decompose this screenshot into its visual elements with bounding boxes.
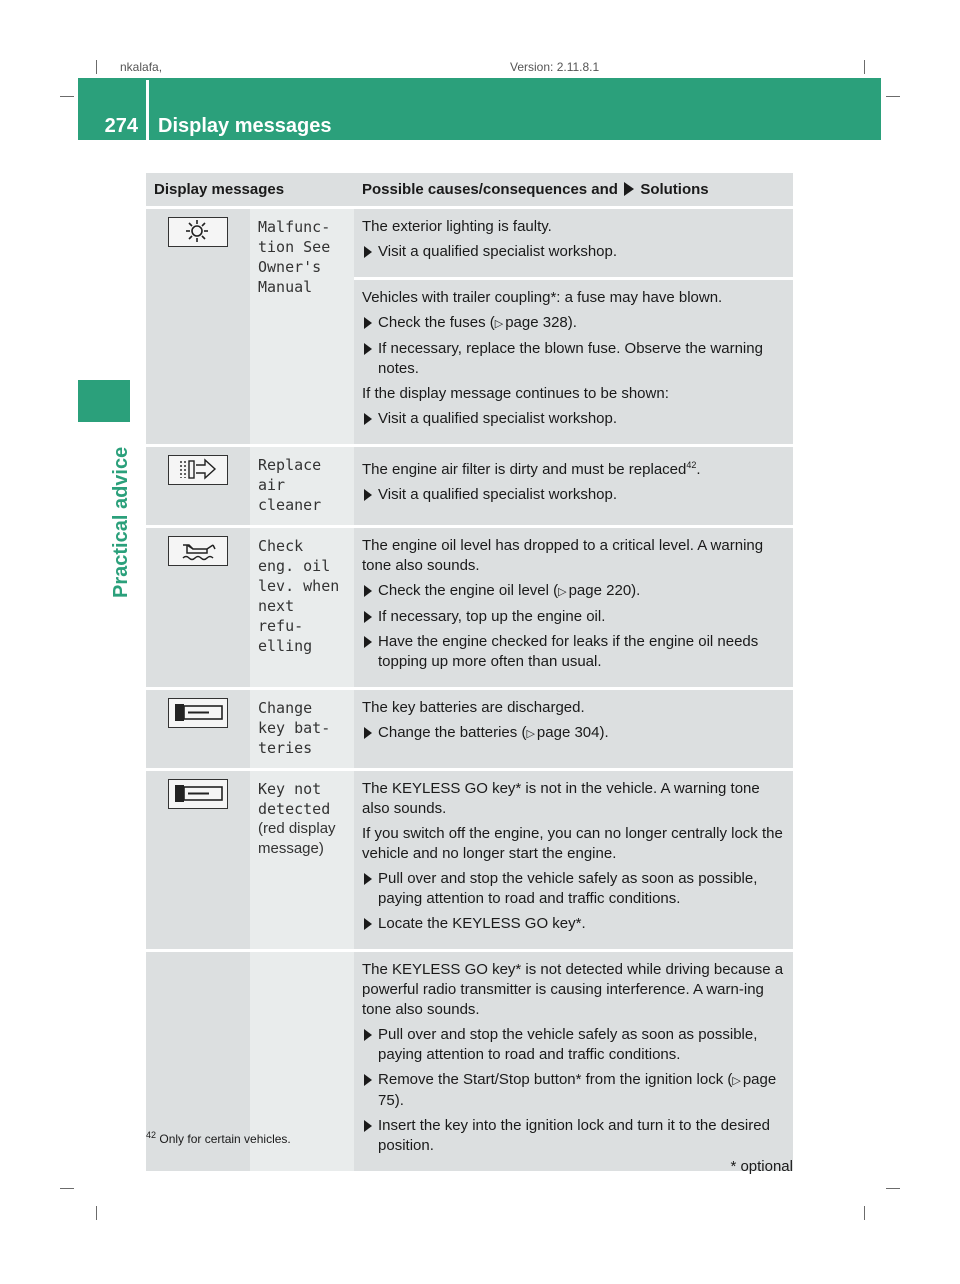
- cause-text: If you switch off the engine, you can no longer centrally lock the vehicle and no longer start the engine.: [362, 825, 783, 862]
- page-ref-link[interactable]: page 328).: [505, 314, 577, 331]
- message-line: Change: [258, 699, 313, 717]
- solution-step: Visit a qualified specialist workshop.: [362, 409, 785, 429]
- message-icon-cell: [146, 770, 250, 951]
- optional-note: * optional: [730, 1158, 793, 1175]
- message-line: Manual: [258, 278, 313, 296]
- page-number: 274: [104, 115, 138, 137]
- solution-step: Pull over and stop the vehicle safely as soon as possible, paying attention to road and traffic conditions.: [362, 1025, 785, 1065]
- display-messages-table: [146, 173, 793, 1171]
- cause-text: The key batteries are discharged.: [362, 699, 585, 716]
- message-line: eng. oil: [258, 557, 331, 575]
- message-icon-cell: [146, 446, 250, 527]
- solution-step: Insert the key into the ignition lock and turn it to the desired position.: [362, 1116, 785, 1156]
- message-line: key bat-: [258, 719, 331, 737]
- solution-step: Check the engine oil level (▷ page 220).: [362, 581, 785, 602]
- message-line: tion See: [258, 238, 331, 256]
- solution-step: If necessary, replace the blown fuse. Observe the warning notes.: [362, 339, 785, 379]
- exterior-light-icon: [168, 217, 228, 247]
- page-ref-link[interactable]: page 220).: [568, 582, 641, 599]
- message-line: detected: [258, 800, 331, 818]
- solution-step: Visit a qualified specialist workshop.: [362, 242, 785, 262]
- solution-step: Check the fuses (▷ page 328).: [362, 313, 785, 334]
- page-ref-link[interactable]: page 304).: [536, 724, 609, 741]
- message-text-cell: [250, 208, 354, 446]
- cause-text: The exterior lighting is faulty.: [362, 218, 552, 235]
- message-line: air: [258, 476, 286, 494]
- solution-cell: [354, 527, 793, 689]
- message-line: Check: [258, 537, 304, 555]
- solution-cell: [354, 446, 793, 527]
- page-ref-icon: ▷: [732, 1075, 741, 1087]
- message-line: Malfunc-: [258, 218, 331, 236]
- message-line: next refu-: [258, 597, 304, 635]
- cause-text: The KEYLESS GO key* is not detected while driving because a powerful radio transmitter is causing interference. A warn-ing tone also sounds.: [362, 961, 784, 1018]
- crop-mark: [60, 96, 74, 97]
- message-line: elling: [258, 637, 313, 655]
- cause-text: The KEYLESS GO key* is not in the vehicle. A warning tone also sounds.: [362, 780, 760, 817]
- crop-mark: [60, 1188, 74, 1189]
- col-header-display: Display messages: [146, 173, 354, 208]
- crop-mark: [864, 1206, 865, 1220]
- footnote-ref[interactable]: 42: [686, 460, 697, 470]
- message-line: Owner's: [258, 258, 322, 276]
- page-title: Display messages: [158, 115, 332, 137]
- message-line: lev. when: [258, 577, 340, 595]
- cause-text: If the display message continues to be shown:: [362, 385, 669, 402]
- solution-step: Change the batteries (▷ page 304).: [362, 723, 785, 744]
- print-meta-left: nkalafa,: [120, 60, 163, 74]
- crop-mark: [96, 1206, 97, 1220]
- header-divider: [146, 80, 149, 140]
- key-battery-icon: [168, 698, 228, 728]
- footnote: $^{42}$ Only for certain vehicles.: [146, 1130, 291, 1146]
- solution-cell: [354, 951, 793, 1172]
- message-line: teries: [258, 739, 313, 757]
- solution-step: If necessary, top up the engine oil.: [362, 607, 785, 627]
- solution-cell: [354, 689, 793, 770]
- message-line: cleaner: [258, 496, 322, 514]
- message-icon-cell: [146, 208, 250, 446]
- message-text-cell: [250, 689, 354, 770]
- message-text-cell: [250, 770, 354, 951]
- message-text-cell: [250, 446, 354, 527]
- message-line: Key not: [258, 780, 322, 798]
- cause-text: The engine air filter is dirty and must be replaced$^{42}$.: [362, 460, 701, 478]
- solution-arrow-icon: [624, 182, 634, 196]
- page-ref-icon: ▷: [526, 728, 535, 740]
- cause-text: Vehicles with trailer coupling*: a fuse may have blown.: [362, 289, 723, 306]
- message-icon-cell: [146, 527, 250, 689]
- page-ref-link[interactable]: page 75).: [378, 1071, 777, 1109]
- air-filter-icon: [168, 455, 228, 485]
- section-tab: [78, 380, 130, 422]
- message-note: message): [258, 840, 324, 857]
- solution-step: Have the engine checked for leaks if the engine oil needs topping up more often than usual.: [362, 632, 785, 672]
- message-icon-cell: [146, 689, 250, 770]
- key-not-detected-icon: [168, 779, 228, 809]
- crop-mark: [886, 1188, 900, 1189]
- print-meta-right: Version: 2.11.8.1: [510, 60, 600, 74]
- solution-step: Remove the Start/Stop button* from the ignition lock (▷ page 75).: [362, 1070, 785, 1111]
- solution-step: Pull over and stop the vehicle safely as soon as possible, paying attention to road and traffic conditions.: [362, 869, 785, 909]
- solution-step: Visit a qualified specialist workshop.: [362, 485, 785, 505]
- crop-mark: [864, 60, 865, 74]
- page-ref-icon: ▷: [558, 586, 567, 598]
- solution-cell: [354, 279, 793, 446]
- cause-text: The engine oil level has dropped to a critical level. A warning tone also sounds.: [362, 537, 764, 574]
- crop-mark: [886, 96, 900, 97]
- message-text-cell: [250, 527, 354, 689]
- message-line: Replace: [258, 456, 322, 474]
- solution-cell: [354, 208, 793, 279]
- col-header-causes: Possible causes/consequences and Solutions: [354, 173, 793, 208]
- solution-step: Locate the KEYLESS GO key*.: [362, 914, 785, 934]
- message-note: (red display: [258, 820, 336, 837]
- oil-level-icon: [168, 536, 228, 566]
- page-ref-icon: ▷: [494, 318, 504, 330]
- crop-mark: [96, 60, 97, 74]
- solution-cell: [354, 770, 793, 951]
